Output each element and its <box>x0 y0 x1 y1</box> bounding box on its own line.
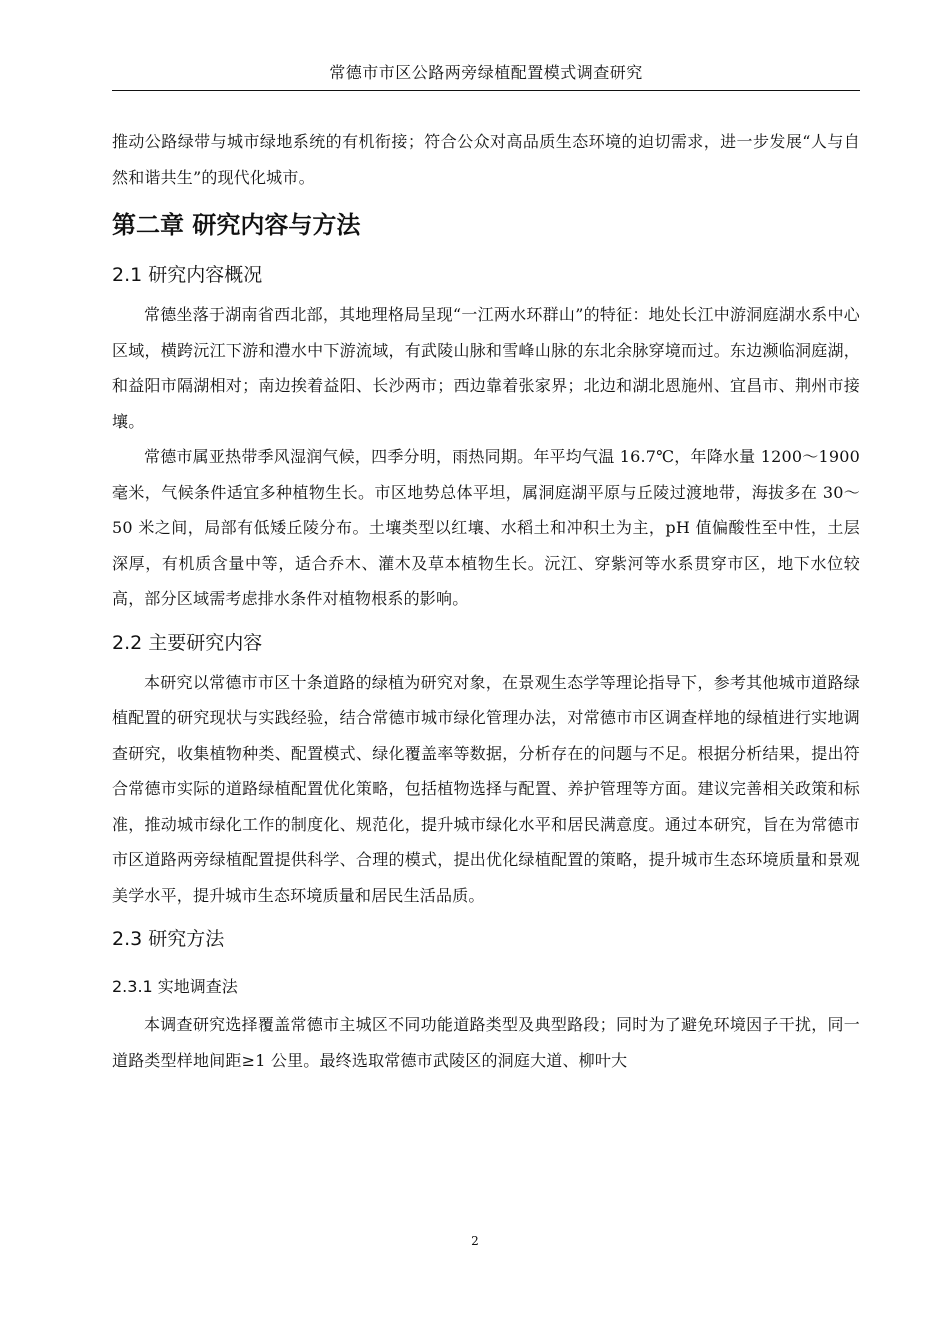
page-content <box>112 124 860 1078</box>
running-header: 常德市市区公路两旁绿植配置模式调查研究 <box>329 63 643 82</box>
paragraph-climate: 常德市属亚热带季风湿润气候，四季分明，雨热同期。年平均气温 16.7℃，年降水量 1200～1900 毫米，气候条件适宜多种植物生长。市区地势总体平坦，属洞庭湖平原与丘陵过渡地带，海拔多在 30～50 米之间，局部有低矮丘陵分布。土壤类型以红壤、水稻土和冲积土为主，pH 值偏酸性至中性，土层深厚，有机质含量中等，适合乔木、灌木及草本植物生长。沅江、穿紫河等水系贯穿市区，地下水位较高，部分区域需考虑排水条件对植物根系的影响。 <box>112 447 860 608</box>
paragraph-geography: 常德坐落于湖南省西北部，其地理格局呈现“一江两水环群山”的特征：地处长江中游洞庭湖水系中心区域，横跨沅江下游和澧水中下游流域，有武陵山脉和雪峰山脉的东北余脉穿境而过。东边濒临洞庭湖，和益阳市隔湖相对；南边挨着益阳、长沙两市；西边靠着张家界；北边和湖北恩施州、宜昌市、荆州市接壤。 <box>112 305 860 431</box>
chapter-title: 第二章 研究内容与方法 <box>112 211 361 239</box>
paragraph-main-research: 本研究以常德市市区十条道路的绿植为研究对象，在景观生态学等理论指导下，参考其他城市道路绿植配置的研究现状与实践经验，结合常德市城市绿化管理办法，对常德市市区调查样地的绿植进行实地调查研究，收集植物种类、配置模式、绿化覆盖率等数据，分析存在的问题与不足。根据分析结果，提出符合常德市实际的道路绿植配置优化策略，包括植物选择与配置、养护管理等方面。建议完善相关政策和标准，推动城市绿化工作的制度化、规范化，提升城市绿化水平和居民满意度。通过本研究，旨在为常德市市区道路两旁绿植配置提供科学、合理的模式，提出优化绿植配置的策略，提升城市生态环境质量和景观美学水平，提升城市生态环境质量和居民生活品质。 <box>112 672 860 905</box>
page-number: 2 <box>471 1234 479 1248</box>
paragraph-field-survey: 本调查研究选择覆盖常德市主城区不同功能道路类型及典型路段；同时为了避免环境因子干扰，同一道路类型样地间距≥1 公里。最终选取常德市武陵区的洞庭大道、柳叶大 <box>112 1015 860 1070</box>
section-heading-2-2: 2.2 主要研究内容 <box>112 631 263 654</box>
section-heading-2-1: 2.1 研究内容概况 <box>112 264 263 286</box>
subsection-heading-2-3-1: 2.3.1 实地调查法 <box>112 977 238 996</box>
continuation-paragraph: 推动公路绿带与城市绿地系统的有机衔接；符合公众对高品质生态环境的迫切需求，进一步发展“人与自然和谐共生”的现代化城市。 <box>112 132 860 187</box>
header-rule <box>112 90 860 91</box>
section-heading-2-3: 2.3 研究方法 <box>112 928 225 950</box>
